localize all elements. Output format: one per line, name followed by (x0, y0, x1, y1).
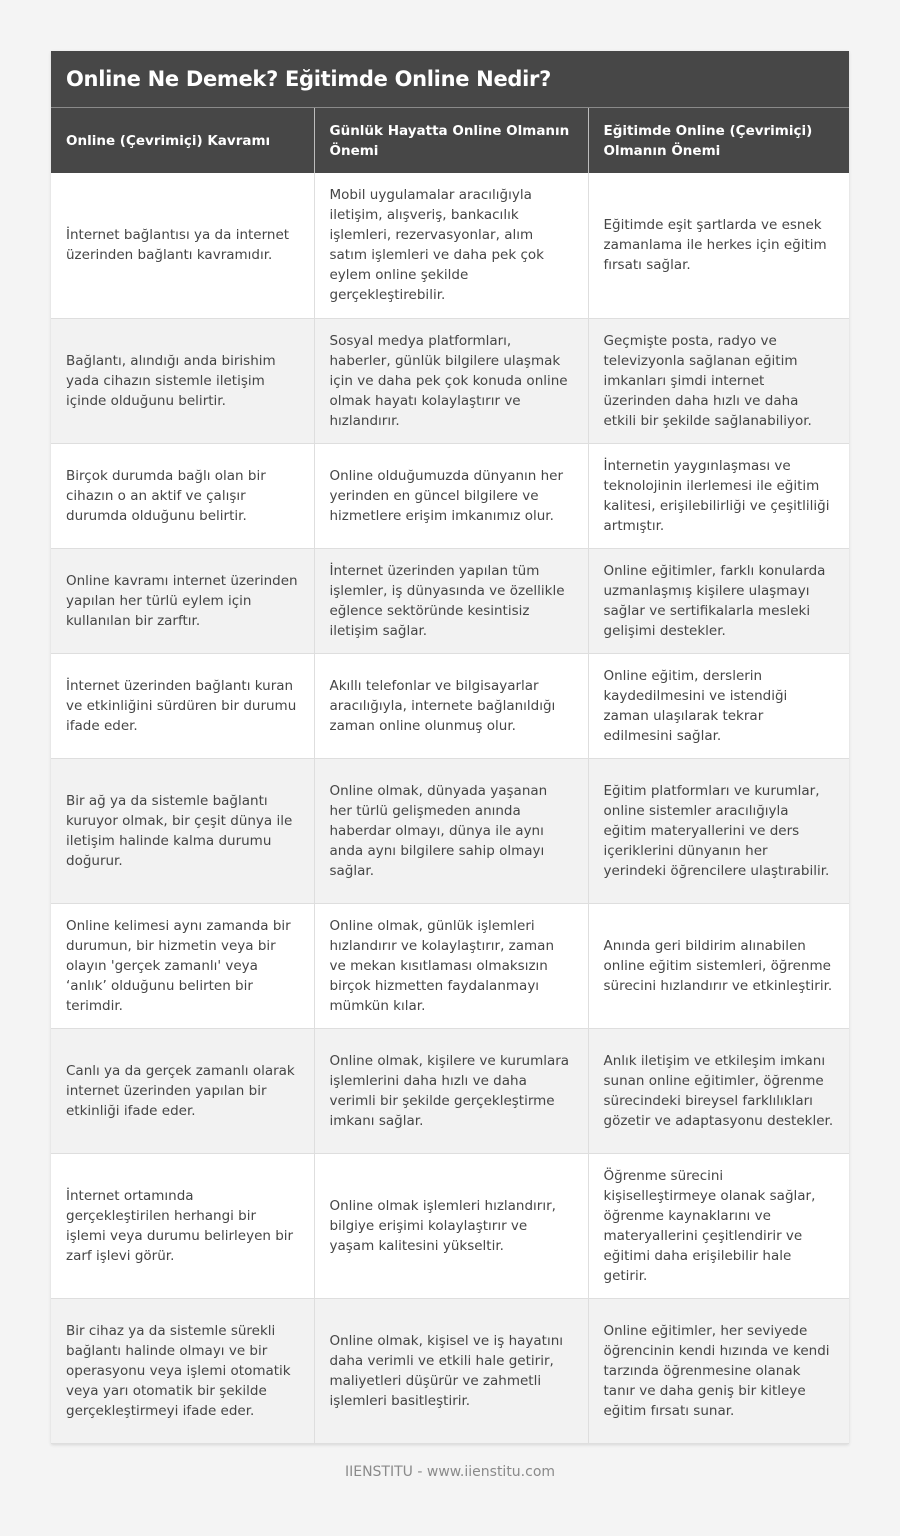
cell-daily-life: Online olmak, kişisel ve iş hayatını daha verimli ve etkili hale getirir, maliyetleri düşürür ve zahmetli işlemleri basitleştirir. (314, 1298, 588, 1443)
cell-concept: Canlı ya da gerçek zamanlı olarak internet üzerinden yapılan bir etkinliği ifade eder. (51, 1028, 314, 1153)
cell-concept: İnternet bağlantısı ya da internet üzerinden bağlantı kavramıdır. (51, 173, 314, 318)
comparison-table (51, 108, 849, 1444)
cell-education: Online eğitimler, her seviyede öğrencinin kendi hızında ve kendi tarzında öğrenmesine olanak tanır ve daha geniş bir kitleye eğitim fırsatı sunar. (588, 1298, 849, 1443)
cell-concept: Bir cihaz ya da sistemle sürekli bağlantı halinde olmayı ve bir operasyonu veya işlemi otomatik veya yarı otomatik bir şekilde gerçekleştirmeyi ifade eder. (51, 1298, 314, 1443)
cell-concept: Online kelimesi aynı zamanda bir durumun, bir hizmetin veya bir olayın 'gerçek zamanlı' veya ‘anlık’ olduğunu belirten bir terimdir. (51, 903, 314, 1028)
column-header-education: Eğitimde Online (Çevrimiçi) Olmanın Önemi (588, 108, 849, 173)
table-title: Online Ne Demek? Eğitimde Online Nedir? (51, 51, 849, 108)
cell-concept: Bir ağ ya da sistemle bağlantı kuruyor olmak, bir çeşit dünya ile iletişim halinde kalma durumu doğurur. (51, 758, 314, 903)
table-row (51, 758, 849, 903)
table-row (51, 653, 849, 758)
table-row (51, 548, 849, 653)
cell-daily-life: Akıllı telefonlar ve bilgisayarlar aracılığıyla, internete bağlanıldığı zaman online olunmuş olur. (314, 653, 588, 758)
cell-daily-life: Online olmak, dünyada yaşanan her türlü gelişmeden anında haberdar olmayı, dünya ile aynı anda aynı bilgilere sahip olmayı sağlar. (314, 758, 588, 903)
cell-concept: Birçok durumda bağlı olan bir cihazın o an aktif ve çalışır durumda olduğunu belirtir. (51, 443, 314, 548)
comparison-table-card (51, 51, 849, 1444)
table-body (51, 173, 849, 1443)
table-row (51, 903, 849, 1028)
table-row (51, 318, 849, 443)
cell-daily-life: Online olmak işlemleri hızlandırır, bilgiye erişimi kolaylaştırır ve yaşam kalitesini yükseltir. (314, 1153, 588, 1298)
column-header-daily-life: Günlük Hayatta Online Olmanın Önemi (314, 108, 588, 173)
cell-daily-life: Sosyal medya platformları, haberler, günlük bilgilere ulaşmak için ve daha pek çok konuda online olmak hayatı kolaylaştırır ve hızlandırır. (314, 318, 588, 443)
cell-education: Öğrenme sürecini kişiselleştirmeye olanak sağlar, öğrenme kaynaklarını ve materyallerini çeşitlendirir ve eğitimi daha erişilebilir hale getirir. (588, 1153, 849, 1298)
table-row (51, 173, 849, 318)
cell-daily-life: Mobil uygulamalar aracılığıyla iletişim, alışveriş, bankacılık işlemleri, rezervasyonlar, alım satım işlemleri ve daha pek çok eylem online şekilde gerçekleştirebilir. (314, 173, 588, 318)
table-header (51, 108, 849, 173)
cell-education: Geçmişte posta, radyo ve televizyonla sağlanan eğitim imkanları şimdi internet üzerinden daha hızlı ve daha etkili bir şekilde sağlanabiliyor. (588, 318, 849, 443)
cell-daily-life: Online olduğumuzda dünyanın her yerinden en güncel bilgilere ve hizmetlere erişim imkanımız olur. (314, 443, 588, 548)
cell-daily-life: İnternet üzerinden yapılan tüm işlemler, iş dünyasında ve özellikle eğlence sektöründe kesintisiz iletişim sağlar. (314, 548, 588, 653)
cell-concept: Bağlantı, alındığı anda birishim yada cihazın sistemle iletişim içinde olduğunu belirtir. (51, 318, 314, 443)
table-row (51, 1298, 849, 1443)
cell-education: Anlık iletişim ve etkileşim imkanı sunan online eğitimler, öğrenme sürecindeki bireysel farklılıkları gözetir ve adaptasyonu destekler. (588, 1028, 849, 1153)
cell-concept: Online kavramı internet üzerinden yapılan her türlü eylem için kullanılan bir zarftır. (51, 548, 314, 653)
cell-concept: İnternet üzerinden bağlantı kuran ve etkinliğini sürdüren bir durumu ifade eder. (51, 653, 314, 758)
table-row (51, 1028, 849, 1153)
cell-education: Eğitim platformları ve kurumlar, online sistemler aracılığıyla eğitim materyallerini ve ders içeriklerini dünyanın her yerindeki öğrencilere ulaştırabilir. (588, 758, 849, 903)
table-row (51, 443, 849, 548)
cell-education: Eğitimde eşit şartlarda ve esnek zamanlama ile herkes için eğitim fırsatı sağlar. (588, 173, 849, 318)
cell-education: Anında geri bildirim alınabilen online eğitim sistemleri, öğrenme sürecini hızlandırır ve etkinleştirir. (588, 903, 849, 1028)
footer-credit: IIENSTITU - www.iienstitu.com (344, 1464, 556, 1480)
cell-education: İnternetin yaygınlaşması ve teknolojinin ilerlemesi ile eğitim kalitesi, erişilebilirliği ve çeşitliliği artmıştır. (588, 443, 849, 548)
cell-education: Online eğitim, derslerin kaydedilmesini ve istendiği zaman ulaşılarak tekrar edilmesini sağlar. (588, 653, 849, 758)
header-row (51, 108, 849, 173)
column-header-concept: Online (Çevrimiçi) Kavramı (51, 108, 314, 173)
cell-daily-life: Online olmak, kişilere ve kurumlara işlemlerini daha hızlı ve daha verimli bir şekilde gerçekleştirme imkanı sağlar. (314, 1028, 588, 1153)
table-row (51, 1153, 849, 1298)
cell-education: Online eğitimler, farklı konularda uzmanlaşmış kişilere ulaşmayı sağlar ve sertifikalarla mesleki gelişimi destekler. (588, 548, 849, 653)
cell-daily-life: Online olmak, günlük işlemleri hızlandırır ve kolaylaştırır, zaman ve mekan kısıtlaması olmaksızın birçok hizmetten faydalanmayı mümkün kılar. (314, 903, 588, 1028)
cell-concept: İnternet ortamında gerçekleştirilen herhangi bir işlemi veya durumu belirleyen bir zarf işlevi görür. (51, 1153, 314, 1298)
